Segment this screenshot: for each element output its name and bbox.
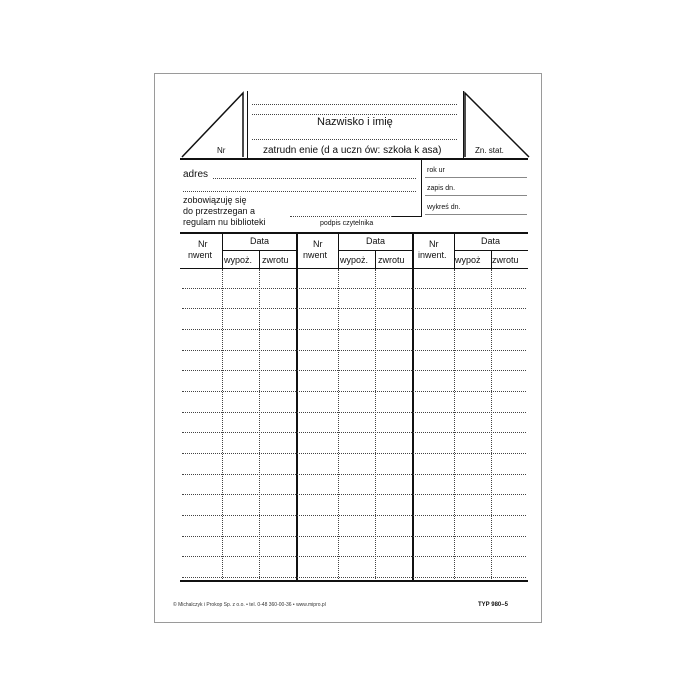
table-row xyxy=(182,288,526,289)
group3-nr-label-line1: Nr xyxy=(429,239,439,249)
group2-out-label: wypoż. xyxy=(340,255,369,265)
group2-nr-label-line1: Nr xyxy=(313,239,323,249)
header-bottom-rule xyxy=(180,158,528,160)
info-right-bottom xyxy=(392,216,422,217)
table-row xyxy=(182,432,526,433)
table-header-bottom xyxy=(180,268,528,269)
group3-nr-divider xyxy=(454,233,455,269)
name-dotted-line-1 xyxy=(252,104,457,105)
address-dotted-line-2 xyxy=(183,191,416,192)
name-dotted-line-2 xyxy=(252,114,457,115)
pledge-line-2: do przestrzegan a xyxy=(183,206,256,216)
group1-ret-label: zwrotu xyxy=(262,255,289,265)
group3-data-label: Data xyxy=(481,236,501,246)
group1-nr-divider xyxy=(222,233,223,269)
group-separator-1 xyxy=(296,233,298,581)
registered-date-line xyxy=(425,195,527,196)
name-label: Nazwisko i imię xyxy=(317,116,393,128)
library-reader-card xyxy=(154,73,542,623)
group1-nr-label-line2: nwent xyxy=(188,250,213,260)
address-dotted-line xyxy=(213,178,416,179)
table-row xyxy=(182,329,526,330)
table-row xyxy=(182,536,526,537)
right-corner-label: Zn. stat. xyxy=(475,146,504,155)
name-dotted-line-3 xyxy=(252,139,457,140)
form-type-code: TYP 980–5 xyxy=(478,602,508,608)
group3-out-label: wypoż xyxy=(455,255,481,265)
group1-out-label: wypoż. xyxy=(224,255,253,265)
group2-ret-label: zwrotu xyxy=(378,255,405,265)
table-row xyxy=(182,556,526,557)
table-row xyxy=(182,577,526,578)
birth-year-line xyxy=(425,177,527,178)
signature-label: podpis czytelnika xyxy=(320,220,374,227)
group1-data-label: Data xyxy=(250,236,270,246)
group-separator-2 xyxy=(412,233,414,581)
group3-date-divider xyxy=(491,250,492,269)
publisher-footer: © Michalczyk i Prokop Sp. z o.o. • tel. 0-48 360-00-36 • www.mipro.pl xyxy=(173,602,326,608)
employment-label: zatrudn enie (d a uczn ów: szkoła k asa) xyxy=(263,145,442,156)
registered-date-label: zapis dn. xyxy=(427,185,456,192)
group3-date-body-divider xyxy=(491,269,492,581)
address-label: adres xyxy=(183,169,209,180)
birth-year-label: rok ur xyxy=(427,167,445,174)
group1-date-body-divider xyxy=(259,269,260,581)
table-bottom-rule xyxy=(180,580,528,582)
group2-nr-label-line2: nwent xyxy=(303,250,328,260)
table-row xyxy=(182,453,526,454)
group1-nr-body-divider xyxy=(222,269,223,581)
pledge-line-1: zobowiązuję się xyxy=(183,195,247,205)
group2-date-divider xyxy=(375,250,376,269)
table-row xyxy=(182,474,526,475)
group1-nr-label-line1: Nr xyxy=(198,239,208,249)
table-row xyxy=(182,308,526,309)
header-box-left-border xyxy=(247,91,248,159)
group3-ret-label: zwrotu xyxy=(492,255,519,265)
group2-nr-body-divider xyxy=(338,269,339,581)
removed-date-label: wykreś dn. xyxy=(427,204,461,211)
group2-data-label: Data xyxy=(366,236,386,246)
table-top-rule xyxy=(180,232,528,234)
table-row xyxy=(182,391,526,392)
group3-nr-body-divider xyxy=(454,269,455,581)
table-row xyxy=(182,370,526,371)
table-row xyxy=(182,412,526,413)
group2-date-body-divider xyxy=(375,269,376,581)
table-row xyxy=(182,515,526,516)
info-right-divider xyxy=(421,160,422,216)
group1-date-divider xyxy=(259,250,260,269)
group2-nr-divider xyxy=(338,233,339,269)
left-corner-triangle xyxy=(180,91,248,159)
pledge-line-3: regulam nu biblioteki xyxy=(183,217,266,227)
group3-nr-label-line2: inwent. xyxy=(418,250,447,260)
left-corner-label: Nr xyxy=(217,146,226,155)
table-row xyxy=(182,350,526,351)
removed-date-line xyxy=(425,214,527,215)
table-row xyxy=(182,494,526,495)
